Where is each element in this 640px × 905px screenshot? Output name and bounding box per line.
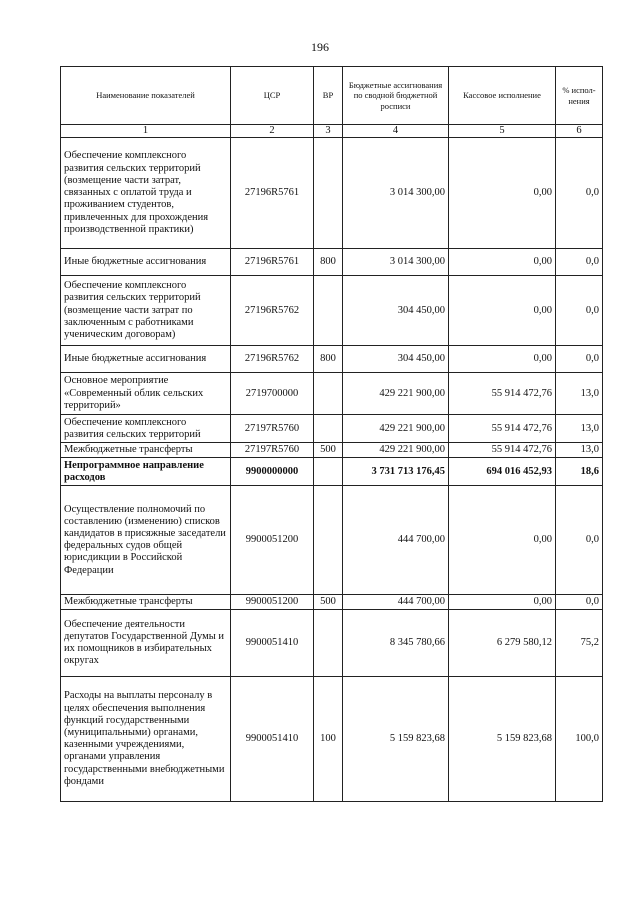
column-number: 5 [449, 125, 556, 138]
row-vr: 100 [314, 677, 343, 802]
row-cash: 6 279 580,12 [449, 610, 556, 677]
row-budget: 304 450,00 [343, 276, 449, 346]
row-csr: 9900000000 [231, 458, 314, 486]
row-percent: 0,0 [556, 249, 603, 276]
row-vr [314, 138, 343, 249]
row-percent: 13,0 [556, 373, 603, 415]
row-cash: 55 914 472,76 [449, 373, 556, 415]
column-number: 3 [314, 125, 343, 138]
table-body [61, 138, 603, 802]
header-vr: ВР [314, 67, 343, 125]
row-vr: 800 [314, 249, 343, 276]
column-number-row [61, 125, 603, 138]
row-name: Обеспечение деятельности депутатов Государственной Думы и их помощников в избирательных округах [61, 610, 231, 677]
row-percent: 13,0 [556, 415, 603, 443]
row-csr: 27196R5761 [231, 138, 314, 249]
row-budget: 3 014 300,00 [343, 138, 449, 249]
row-percent: 0,0 [556, 595, 603, 610]
row-vr [314, 373, 343, 415]
row-vr: 800 [314, 346, 343, 373]
row-csr: 2719700000 [231, 373, 314, 415]
row-name: Непрограммное направление расходов [61, 458, 231, 486]
row-budget: 429 221 900,00 [343, 415, 449, 443]
row-vr [314, 486, 343, 595]
table-row [61, 276, 603, 346]
row-percent: 0,0 [556, 276, 603, 346]
row-percent: 100,0 [556, 677, 603, 802]
row-percent: 18,6 [556, 458, 603, 486]
header-csr: ЦСР [231, 67, 314, 125]
row-name: Межбюджетные трансферты [61, 595, 231, 610]
table-row [61, 610, 603, 677]
row-budget: 444 700,00 [343, 486, 449, 595]
row-cash: 55 914 472,76 [449, 415, 556, 443]
row-csr: 27197R5760 [231, 443, 314, 458]
row-name: Межбюджетные трансферты [61, 443, 231, 458]
budget-table [60, 66, 603, 802]
table-row [61, 138, 603, 249]
row-csr: 27196R5762 [231, 346, 314, 373]
header-row [61, 67, 603, 125]
row-name: Иные бюджетные ассигнования [61, 346, 231, 373]
row-budget: 304 450,00 [343, 346, 449, 373]
row-name: Обеспечение комплексного развития сельских территорий (возмещение части затрат, связанных с оплатой труда и проживанием студентов, привлеченных для прохождения производственной практики) [61, 138, 231, 249]
table-row [61, 249, 603, 276]
table-row [61, 415, 603, 443]
row-budget: 429 221 900,00 [343, 373, 449, 415]
row-vr [314, 610, 343, 677]
column-number: 1 [61, 125, 231, 138]
row-vr [314, 276, 343, 346]
row-cash: 55 914 472,76 [449, 443, 556, 458]
row-budget: 5 159 823,68 [343, 677, 449, 802]
row-csr: 27197R5760 [231, 415, 314, 443]
row-name: Иные бюджетные ассигнования [61, 249, 231, 276]
row-name: Основное мероприятие «Современный облик сельских территорий» [61, 373, 231, 415]
row-vr: 500 [314, 595, 343, 610]
header-name: Наименование показателей [61, 67, 231, 125]
column-number: 4 [343, 125, 449, 138]
column-number: 6 [556, 125, 603, 138]
header-percent: % испол-нения [556, 67, 603, 125]
row-budget: 444 700,00 [343, 595, 449, 610]
row-cash: 0,00 [449, 138, 556, 249]
row-csr: 9900051200 [231, 595, 314, 610]
row-percent: 0,0 [556, 138, 603, 249]
row-cash: 0,00 [449, 276, 556, 346]
table-row [61, 486, 603, 595]
header-cash: Кассовое исполнение [449, 67, 556, 125]
table-row [61, 373, 603, 415]
row-csr: 9900051410 [231, 677, 314, 802]
row-vr [314, 458, 343, 486]
row-csr: 27196R5762 [231, 276, 314, 346]
table-row [61, 458, 603, 486]
row-vr: 500 [314, 443, 343, 458]
row-name: Обеспечение комплексного развития сельских территорий (возмещение части затрат по заключенным с работниками ученическим договорам) [61, 276, 231, 346]
row-csr: 9900051410 [231, 610, 314, 677]
row-percent: 0,0 [556, 486, 603, 595]
page-number: 196 [311, 40, 329, 54]
row-csr: 9900051200 [231, 486, 314, 595]
row-name: Расходы на выплаты персоналу в целях обеспечения выполнения функций государственными (муниципальными) органами, казенными учреждениями, органами управления государственными внебюджетными фондами [61, 677, 231, 802]
row-budget: 3 731 713 176,45 [343, 458, 449, 486]
table-row [61, 595, 603, 610]
row-percent: 75,2 [556, 610, 603, 677]
row-cash: 0,00 [449, 346, 556, 373]
row-cash: 5 159 823,68 [449, 677, 556, 802]
table-row [61, 677, 603, 802]
row-cash: 0,00 [449, 249, 556, 276]
row-budget: 429 221 900,00 [343, 443, 449, 458]
table-row [61, 346, 603, 373]
row-name: Осуществление полномочий по составлению (изменению) списков кандидатов в присяжные заседатели федеральных судов общей юрисдикции в Российской Федерации [61, 486, 231, 595]
row-cash: 694 016 452,93 [449, 458, 556, 486]
row-percent: 13,0 [556, 443, 603, 458]
row-csr: 27196R5761 [231, 249, 314, 276]
column-number: 2 [231, 125, 314, 138]
row-cash: 0,00 [449, 595, 556, 610]
row-vr [314, 415, 343, 443]
header-budget: Бюджетные ассигнования по сводной бюджетной росписи [343, 67, 449, 125]
row-percent: 0,0 [556, 346, 603, 373]
row-budget: 3 014 300,00 [343, 249, 449, 276]
table-row [61, 443, 603, 458]
row-budget: 8 345 780,66 [343, 610, 449, 677]
row-cash: 0,00 [449, 486, 556, 595]
row-name: Обеспечение комплексного развития сельских территорий [61, 415, 231, 443]
